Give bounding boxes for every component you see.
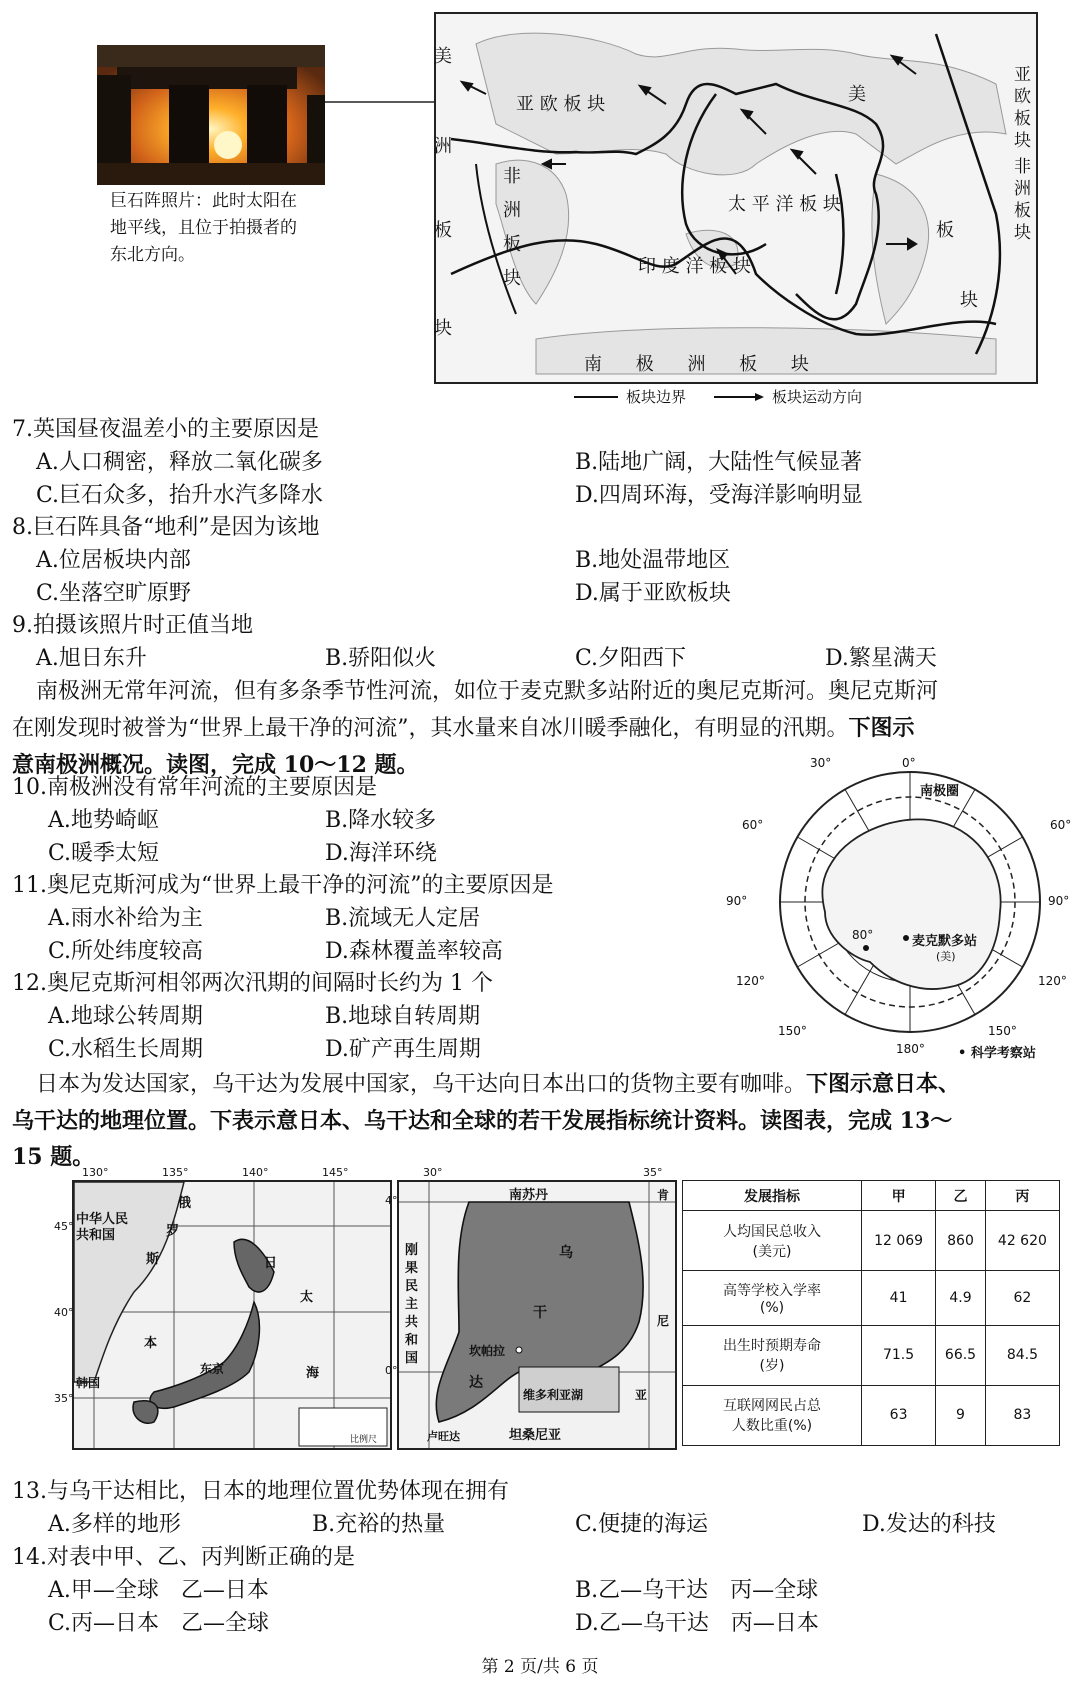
kenya-label-ya: 亚 <box>635 1388 648 1402</box>
passage-instruction: 意南极洲概况。读图，完成 10～12 题。 <box>12 752 419 778</box>
q9-option-d[interactable]: D.繁星满天 <box>825 646 937 671</box>
antarctic-circle-label: 南极圈 <box>920 784 960 799</box>
passage-text: 日本为发达国家，乌干达为发展中国家，乌干达向日本出口的货物主要有咖啡。 <box>36 1072 807 1097</box>
q9-option-b[interactable]: B.骄阳似火 <box>325 646 437 671</box>
plate-label-char: 块 <box>1014 223 1031 243</box>
passage-instruction: 下图示 <box>848 715 915 741</box>
table-cell <box>683 1325 862 1385</box>
lat-45: 45° <box>54 1220 74 1233</box>
deg-180: 180° <box>896 1042 925 1056</box>
china-label <box>76 1212 128 1244</box>
motion-arrow-icon <box>714 392 764 402</box>
plate-label-africa <box>502 160 522 296</box>
q9-option-c[interactable]: C.夕阳西下 <box>575 646 687 671</box>
plate-label-kuai-right: 块 <box>960 290 978 311</box>
passage-line <box>12 710 1072 747</box>
south-sudan-label: 南苏丹 <box>509 1188 549 1203</box>
plate-label-ban-left: 板 <box>434 220 452 241</box>
table-cell: 84.5 <box>985 1325 1059 1385</box>
lat-4: 4° <box>385 1194 398 1207</box>
plate-label-america-left: 美 <box>434 46 452 67</box>
japan-label-ben: 本 <box>144 1336 158 1351</box>
deg-60-right: 60° <box>1050 818 1072 832</box>
deg-0: 0° <box>902 756 916 770</box>
uganda-label-gan: 干 <box>533 1305 547 1321</box>
table-cell <box>683 1211 862 1271</box>
lon-35: 35° <box>643 1166 663 1179</box>
q10-option-c[interactable]: C.暖季太短 <box>48 841 160 866</box>
table-row <box>683 1325 1060 1385</box>
q13-option-b[interactable]: B.充裕的热量 <box>312 1512 446 1537</box>
indicator-name: 高等学校入学率 <box>723 1282 821 1299</box>
legend-boundary: 板块边界 <box>626 388 687 406</box>
lon-130: 130° <box>82 1166 109 1179</box>
kampala-label: 坎帕拉 <box>469 1344 506 1358</box>
plate-label-eurasia: 亚 欧 板 块 <box>516 94 606 115</box>
indicator-unit: (岁) <box>759 1358 785 1375</box>
table-header: 发展指标 <box>683 1181 862 1211</box>
indicator-unit: (%) <box>759 1299 785 1316</box>
plate-legend <box>574 386 862 407</box>
q7-option-b[interactable]: B.陆地广阔，大陆性气候显著 <box>575 450 863 475</box>
q12-option-a[interactable]: A.地球公转周期 <box>48 1004 203 1029</box>
rwanda-label: 卢旺达 <box>427 1430 460 1443</box>
drc-label <box>405 1242 418 1368</box>
deg-60-left: 60° <box>742 818 764 832</box>
table-cell: 9 <box>936 1385 986 1445</box>
deg-120-right: 120° <box>1038 974 1067 988</box>
plate-label-africa-right <box>1014 156 1031 244</box>
lat-40: 40° <box>54 1306 74 1319</box>
drc-char: 国 <box>405 1351 419 1366</box>
plate-label-char: 亚 <box>1014 65 1031 85</box>
deg-120-left: 120° <box>736 974 765 988</box>
page-footer: 第 2 页/共 6 页 <box>481 1657 599 1677</box>
q14-stem: 14.对表中甲、乙、丙判断正确的是 <box>12 1545 355 1570</box>
q11-option-d[interactable]: D.森林覆盖率较高 <box>325 939 503 964</box>
deg-30: 30° <box>810 756 832 770</box>
plate-label-ban-right: 板 <box>936 220 954 241</box>
sea-label-hai: 海 <box>306 1366 320 1381</box>
plate-label-eurasia-right <box>1014 64 1031 152</box>
table-cell: 83 <box>985 1385 1059 1445</box>
mcmurdo-station-label: 麦克默多站 <box>912 934 978 949</box>
caption-line: 东北方向。 <box>110 245 195 265</box>
q14-option-c[interactable]: C.丙—日本 乙—全球 <box>48 1611 270 1636</box>
dev-table <box>682 1180 1060 1446</box>
kenya-label-ken: 肯 <box>657 1188 670 1202</box>
deg-80: 80° <box>852 928 874 942</box>
q13-option-d[interactable]: D.发达的科技 <box>862 1512 996 1537</box>
korea-label: 韩国 <box>76 1376 101 1390</box>
plate-label-char: 板 <box>503 234 521 255</box>
q10-option-b[interactable]: B.降水较多 <box>325 808 437 833</box>
q10-option-d[interactable]: D.海洋环绕 <box>325 841 437 866</box>
station-dot <box>863 945 869 951</box>
dev-indicator-table <box>682 1180 1060 1446</box>
q7-option-a[interactable]: A.人口稠密，释放二氧化碳多 <box>36 450 323 475</box>
scale-note: 比例尺 <box>350 1435 378 1445</box>
q13-option-a[interactable]: A.多样的地形 <box>48 1512 181 1537</box>
q11-option-c[interactable]: C.所处纬度较高 <box>48 939 204 964</box>
plate-label-antarctic: 南 极 洲 板 块 <box>584 354 809 375</box>
plate-label-char: 块 <box>1014 131 1031 151</box>
table-header: 丙 <box>985 1181 1059 1211</box>
table-header-row <box>683 1181 1060 1211</box>
q9-stem: 9.拍摄该照片时正值当地 <box>12 613 253 638</box>
table-row <box>683 1271 1060 1326</box>
plate-label-char: 块 <box>503 268 521 289</box>
table-header: 乙 <box>936 1181 986 1211</box>
q12-option-b[interactable]: B.地球自转周期 <box>325 1004 481 1029</box>
q10-option-a[interactable]: A.地势崎岖 <box>48 808 159 833</box>
indicator-name: 人均国民总收入 <box>723 1223 821 1240</box>
drc-char: 共 <box>405 1315 419 1330</box>
drc-char: 和 <box>405 1333 419 1348</box>
plate-label-pacific: 太 平 洋 板 块 <box>728 194 841 215</box>
passage-instruction: 15 题。 <box>12 1144 95 1170</box>
station-dot <box>903 935 909 941</box>
q7-option-c[interactable]: C.巨石众多，抬升水汽多降水 <box>36 483 324 508</box>
indicator-name: 互联网网民占总 <box>723 1398 821 1415</box>
table-cell: 66.5 <box>936 1325 986 1385</box>
q7-stem: 7.英国昼夜温差小的主要原因是 <box>12 417 319 442</box>
passage-japan-uganda <box>12 1066 1072 1175</box>
drc-char: 主 <box>405 1297 419 1312</box>
drc-char: 刚 <box>405 1243 419 1258</box>
uganda-label-wu: 乌 <box>559 1245 573 1261</box>
japan-map <box>54 1166 392 1450</box>
q11-stem: 11.奥尼克斯河成为“世界上最干净的河流”的主要原因是 <box>12 873 554 898</box>
q10-stem: 10.南极洲没有常年河流的主要原因是 <box>12 775 377 800</box>
plate-label-char: 非 <box>503 166 521 187</box>
table-row <box>683 1211 1060 1271</box>
connector-line <box>325 100 445 104</box>
q14-option-b[interactable]: B.乙—乌干达 丙—全球 <box>575 1578 819 1603</box>
drc-char: 果 <box>405 1261 419 1276</box>
uganda-label-da: 达 <box>469 1375 483 1391</box>
drc-char: 民 <box>405 1279 419 1294</box>
plate-label-char: 欧 <box>1014 87 1031 107</box>
stonehenge-illustration <box>97 45 325 185</box>
q7-option-d[interactable]: D.四周环海，受海洋影响明显 <box>575 483 863 508</box>
table-cell <box>683 1271 862 1326</box>
kenya-label-ni: 尼 <box>657 1314 670 1328</box>
q12-option-c[interactable]: C.水稻生长周期 <box>48 1037 204 1062</box>
china-label-line: 中华人民 <box>76 1212 129 1227</box>
table-cell: 4.9 <box>936 1271 986 1326</box>
passage-line <box>12 1066 1072 1103</box>
lon-145: 145° <box>322 1166 349 1179</box>
lon-140: 140° <box>242 1166 269 1179</box>
lat-35: 35° <box>54 1392 74 1405</box>
plate-label-char: 洲 <box>1014 179 1031 199</box>
indicator-unit: (美元) <box>752 1243 792 1260</box>
russia-label-si: 斯 <box>146 1252 160 1267</box>
table-row <box>683 1385 1060 1445</box>
lon-135: 135° <box>162 1166 189 1179</box>
passage-instruction: 下图示意日本、 <box>806 1071 961 1097</box>
indicator-unit: 人数比重(%) <box>731 1418 813 1435</box>
q14-option-a[interactable]: A.甲—全球 乙—日本 <box>48 1578 269 1603</box>
q14-option-d[interactable]: D.乙—乌干达 丙—日本 <box>575 1611 819 1636</box>
plate-label-america-right: 美 <box>848 84 866 105</box>
russia-label-luo: 罗 <box>166 1224 180 1239</box>
deg-90-left: 90° <box>726 894 748 908</box>
q8-option-d[interactable]: D.属于亚欧板块 <box>575 581 731 606</box>
lat-0: 0° <box>385 1364 398 1377</box>
plate-label-char: 板 <box>1014 201 1031 221</box>
q11-option-b[interactable]: B.流域无人定居 <box>325 906 481 931</box>
plate-label-kuai-left: 块 <box>434 318 452 339</box>
plate-label-char: 板 <box>1014 109 1031 129</box>
plate-label-char: 非 <box>1014 157 1031 177</box>
deg-90-right: 90° <box>1048 894 1070 908</box>
q8-option-b[interactable]: B.地处温带地区 <box>575 548 731 573</box>
japan-label-ri: 日 <box>264 1256 278 1271</box>
table-cell <box>683 1385 862 1445</box>
table-cell: 860 <box>936 1211 986 1271</box>
boundary-line-icon <box>574 394 618 400</box>
q12-stem: 12.奥尼克斯河相邻两次汛期的间隔时长约为 1 个 <box>12 971 493 996</box>
table-header: 甲 <box>862 1181 936 1211</box>
plate-label-indo: 印 度 洋 板 块 <box>638 256 751 277</box>
passage-line: 南极洲无常年河流，但有多条季节性河流，如位于麦克默多站附近的奥尼克斯河。奥尼克斯河 <box>36 679 939 704</box>
tokyo-label: 东京 <box>200 1362 225 1376</box>
indicator-name: 出生时预期寿命 <box>723 1338 821 1355</box>
table-cell: 12 069 <box>862 1211 936 1271</box>
deg-150-right: 150° <box>988 1024 1017 1038</box>
plate-map <box>434 12 1038 384</box>
mcmurdo-station-note: (美) <box>936 950 956 963</box>
table-cell: 41 <box>862 1271 936 1326</box>
q8-stem: 8.巨石阵具备“地利”是因为该地 <box>12 515 320 540</box>
stonehenge-photo <box>97 45 325 185</box>
lon-30: 30° <box>423 1166 443 1179</box>
science-station-legend: • 科学考察站 <box>958 1046 1036 1061</box>
legend-motion: 板块运动方向 <box>772 388 863 406</box>
q9-option-a[interactable]: A.旭日东升 <box>36 646 147 671</box>
passage-text: 在刚发现时被誉为“世界上最干净的河流”，其水量来自冰川暖季融化，有明显的汛期。 <box>12 716 849 741</box>
q13-stem: 13.与乌干达相比，日本的地理位置优势体现在拥有 <box>12 1479 509 1504</box>
q13-option-c[interactable]: C.便捷的海运 <box>575 1512 709 1537</box>
victoria-lake-label: 维多利亚湖 <box>523 1388 584 1402</box>
tanzania-label: 坦桑尼亚 <box>509 1428 562 1443</box>
stonehenge-caption <box>110 188 297 269</box>
uganda-map <box>385 1166 677 1450</box>
antarctica-drawing <box>748 760 1078 1060</box>
q8-option-a[interactable]: A.位居板块内部 <box>36 548 191 573</box>
q11-option-a[interactable]: A.雨水补给为主 <box>48 906 203 931</box>
plate-label-char: 洲 <box>503 200 521 221</box>
table-cell: 42 620 <box>985 1211 1059 1271</box>
q12-option-d[interactable]: D.矿产再生周期 <box>325 1037 481 1062</box>
deg-150-left: 150° <box>778 1024 807 1038</box>
table-cell: 71.5 <box>862 1325 936 1385</box>
russia-label-e: 俄 <box>178 1196 192 1211</box>
table-cell: 62 <box>985 1271 1059 1326</box>
caption-line: 地平线，且位于拍摄者的 <box>110 218 297 238</box>
plate-label-zhou-left: 洲 <box>434 136 452 157</box>
antarctica-map <box>726 756 1078 1061</box>
table-cell: 63 <box>862 1385 936 1445</box>
q8-option-c[interactable]: C.坐落空旷原野 <box>36 581 192 606</box>
china-label-line: 共和国 <box>76 1228 116 1243</box>
pacific-label-tai: 太 <box>300 1290 314 1305</box>
passage-instruction: 乌干达的地理位置。下表示意日本、乌干达和全球的若干发展指标统计资料。读图表，完成 13～ <box>12 1108 953 1134</box>
caption-line: 巨石阵照片：此时太阳在 <box>110 191 297 211</box>
